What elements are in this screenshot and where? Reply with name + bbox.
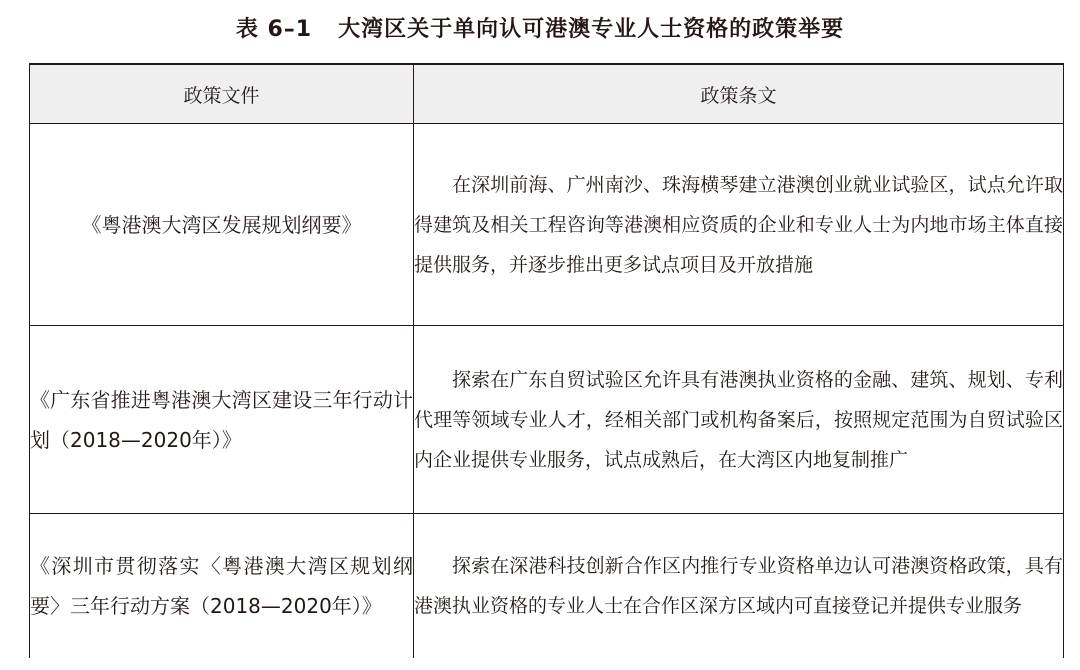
policy-file-cell: 《粤港澳大湾区发展规划纲要》 — [30, 124, 414, 326]
policy-text: 探索在广东自贸试验区允许具有港澳执业资格的金融、建筑、规划、专利代理等领域专业人才，经相关部门或机构备案后，按照规定范围为自贸试验区内企业提供专业服务，试点成熟后，在大湾区内地复制推广 — [414, 368, 1063, 471]
table-number: 表 6–1 — [235, 17, 313, 42]
policy-text: 在深圳前海、广州南沙、珠海横琴建立港澳创业就业试验区，试点允许取得建筑及相关工程咨询等港澳相应资质的企业和专业人士为内地市场主体直接提供服务，并逐步推出更多试点项目及开放措施 — [414, 173, 1063, 276]
table-caption — [0, 14, 1080, 46]
policy-file-cell: 《深圳市贯彻落实〈粤港澳大湾区规划纲要〉三年行动方案（2018—2020年）》 — [30, 514, 414, 658]
table-header-row — [30, 64, 1064, 124]
policy-table — [29, 63, 1064, 658]
table-title: 大湾区关于单向认可港澳专业人士资格的政策举要 — [338, 17, 845, 42]
policy-text-cell — [414, 124, 1064, 326]
header-policy-text: 政策条文 — [414, 64, 1064, 124]
header-policy-file: 政策文件 — [30, 64, 414, 124]
table-row — [30, 326, 1064, 514]
policy-file-cell: 《广东省推进粤港澳大湾区建设三年行动计划（2018—2020年）》 — [30, 326, 414, 514]
table-row — [30, 124, 1064, 326]
policy-text: 探索在深港科技创新合作区内推行专业资格单边认可港澳资格政策，具有港澳执业资格的专业人士在合作区深方区域内可直接登记并提供专业服务 — [414, 554, 1063, 617]
policy-text-cell — [414, 326, 1064, 514]
table-row — [30, 514, 1064, 658]
policy-text-cell — [414, 514, 1064, 658]
